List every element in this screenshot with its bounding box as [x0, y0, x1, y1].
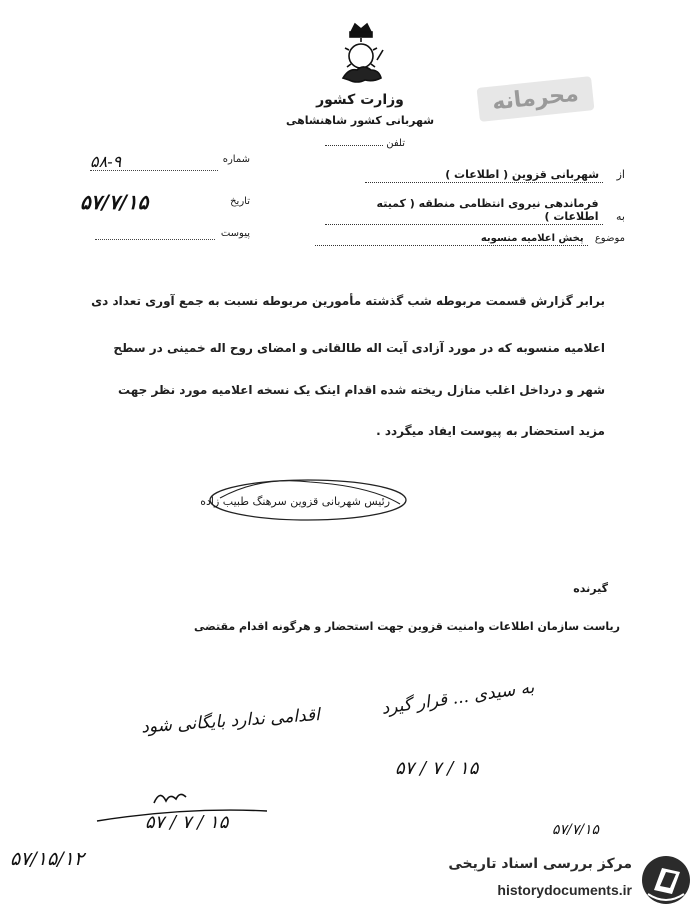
- subject-label: موضوع: [594, 233, 625, 244]
- from-label: از: [616, 168, 625, 181]
- to-value: فرماندهی نیروی انتظامی منطقه ( کمیته اطلاعات ): [325, 197, 603, 225]
- handwritten-date-left: ۵۷ / ۷ / ۱۵: [145, 812, 229, 833]
- date-field: [80, 192, 250, 216]
- number-line: [90, 170, 218, 171]
- archive-logo-icon: [640, 854, 692, 906]
- police-title: شهربانی کشور شاهنشاهی: [285, 114, 435, 127]
- handwritten-date-right: ۵۷ / ۷ / ۱۵: [395, 758, 479, 779]
- lion-and-sun-emblem-icon: [333, 20, 389, 92]
- attachment-line: [95, 239, 215, 240]
- body-line-3: شهر و درداخل اغلب منازل ریخته شده اقدام اینک یک نسخه اعلامیه مورد نظر جهت: [118, 383, 605, 397]
- from-row: [325, 168, 625, 183]
- attachment-label: پیوست: [220, 228, 250, 239]
- date-value: ۵۷/۷/۱۵: [80, 190, 149, 214]
- from-value: شهربانی قزوین ( اطلاعات ): [365, 168, 603, 183]
- attachment-field: [95, 228, 250, 246]
- number-field: [90, 154, 250, 174]
- watermark: [415, 850, 700, 913]
- phone-field: [305, 138, 405, 149]
- ministry-title: وزارت کشور: [316, 92, 404, 108]
- subject-row: [305, 233, 625, 246]
- watermark-title: مرکز بررسی اسناد تاریخی: [448, 856, 632, 872]
- confidential-stamp: محرمانه: [477, 76, 595, 122]
- phone-line: [325, 145, 383, 146]
- recipients-label: گیرنده: [573, 582, 608, 595]
- body-line-2: اعلامیه منسوبه که در مورد آزادی آیت اله طالقانی و امضای روح اله خمینی در سطح: [113, 341, 605, 355]
- number-value: ۵۸-۹: [90, 152, 122, 171]
- body-line-4: مزید استحضار به پیوست ایفاد میگردد .: [376, 424, 605, 438]
- watermark-url: historydocuments.ir: [497, 882, 632, 898]
- date-label: تاریخ: [230, 196, 250, 207]
- phone-label: تلفن: [386, 138, 405, 149]
- subject-value: پخش اعلامیه منسوبه: [315, 233, 588, 246]
- signature-text: رئیس شهربانی قزوین سرهنگ طبیب زاده: [200, 495, 390, 508]
- handwritten-note-left: اقدامی ندارد بایگانی شود: [140, 705, 321, 738]
- body-line-1: برابر گزارش قسمت مربوطه شب گذشته مأمورین مربوطه نسبت به جمع آوری تعداد دی: [91, 294, 605, 308]
- number-label: شماره: [222, 154, 250, 165]
- to-label: به: [616, 210, 625, 223]
- handwritten-note-right: به سیدی ... قرار گیرد: [380, 677, 536, 719]
- recipients-line: ریاست سازمان اطلاعات وامنیت قزوین جهت استحضار و هرگونه اقدام مقتضی: [194, 620, 620, 633]
- to-row: [305, 197, 625, 225]
- handwritten-date-bottom-right: ۵۷/۷/۱۵: [552, 822, 600, 838]
- handwritten-date-bottom-left: ۵۷/۱۵/۱۲: [10, 848, 85, 870]
